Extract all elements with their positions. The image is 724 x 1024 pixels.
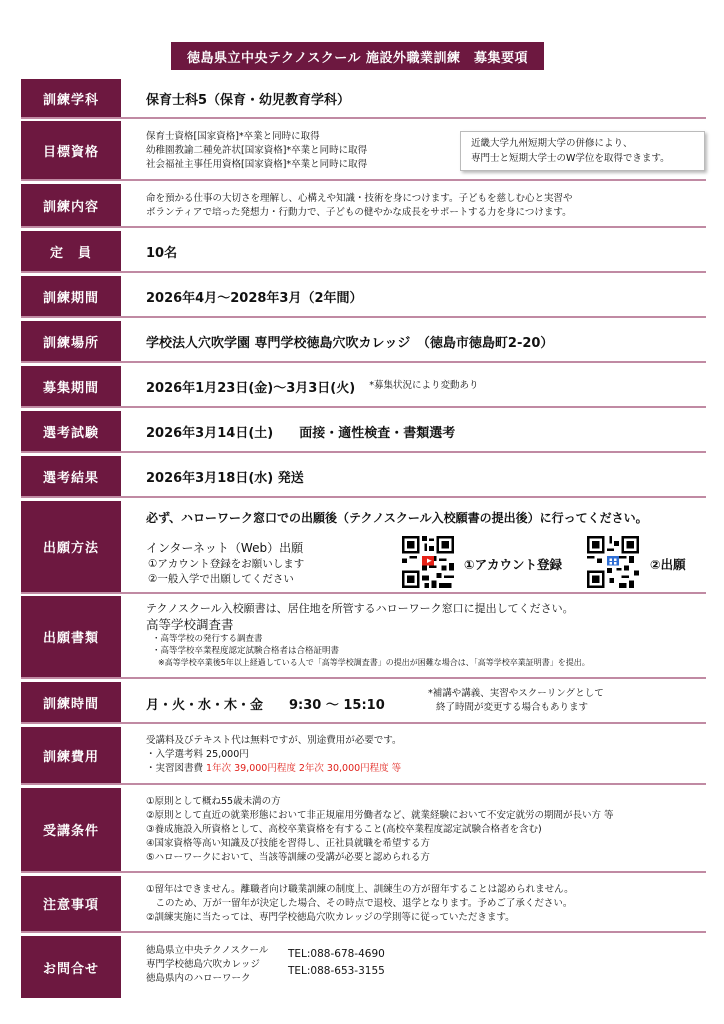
docs-line: テクノスクール入校願書は、居住地を所管するハローワーク窓口に提出してください。 xyxy=(146,602,574,615)
condition-item: ④国家資格等高い知識及び技能を習得し、正社員就職を希望する方 xyxy=(146,838,431,849)
contact-org: 徳島県立中央テクノスクール xyxy=(146,945,269,956)
row-exam xyxy=(21,411,706,453)
fee-line: ・実習図書費 1年次 39,000円程度 2年次 30,000円程度 等 xyxy=(146,763,402,774)
row-course xyxy=(21,79,706,119)
row-label: 訓練時間 xyxy=(21,682,121,722)
row-conditions xyxy=(21,788,706,873)
row-label: 出願方法 xyxy=(21,501,121,592)
contact-tel[interactable]: TEL:088-653-3155 xyxy=(288,965,385,977)
row-label: 出願書類 xyxy=(21,596,121,677)
account-qr-code[interactable] xyxy=(402,536,454,588)
row-recruit xyxy=(21,366,706,408)
row-label: 訓練費用 xyxy=(21,727,121,783)
web-apply-step: ②一般入学で出願してください xyxy=(148,573,294,585)
place-value: 学校法人穴吹学園 専門学校徳島穴吹カレッジ （徳島市徳島町2-20） xyxy=(146,335,554,351)
web-apply-step: ①アカウント登録をお願いします xyxy=(148,558,305,570)
hours-value: 月・火・水・木・金 9:30 ～ 15:10 xyxy=(146,698,385,713)
condition-item: ②原則として直近の就業形態において非正規雇用労働者など、就業経験において不安定就労の期間が長い方 等 xyxy=(146,810,614,821)
row-result xyxy=(21,456,706,498)
row-label: 目標資格 xyxy=(21,121,121,179)
contact-org: 徳島県内のハローワーク xyxy=(146,973,251,984)
row-contact xyxy=(21,936,706,998)
row-label: 注意事項 xyxy=(21,876,121,931)
note-item: ①留年はできません。離職者向け職業訓練の制度上、訓練生の方が留年することは認められません。 xyxy=(146,884,574,895)
docs-item: ・高等学校卒業程度認定試験合格者は合格証明書 xyxy=(152,646,340,656)
row-fee xyxy=(21,727,706,785)
hours-note: *補講や講義、実習やスクーリングとして xyxy=(428,688,604,699)
row-notes xyxy=(21,876,706,933)
row-label: お問合せ xyxy=(21,936,121,998)
recruit-note: *募集状況により変動あり xyxy=(369,380,479,391)
row-label: 選考試験 xyxy=(21,411,121,451)
target-line: 保育士資格[国家資格]*卒業と同時に取得 xyxy=(146,131,320,142)
row-hours xyxy=(21,682,706,724)
row-label: 定 員 xyxy=(21,231,121,271)
web-apply-title: インターネット（Web）出願 xyxy=(146,541,304,555)
fee-line: ・入学選考料 25,000円 xyxy=(146,749,249,760)
row-label: 訓練内容 xyxy=(21,184,121,226)
fee-line: 受講料及びテキスト代は無料ですが、別途費用が必要です。 xyxy=(146,735,402,746)
row-label: 訓練場所 xyxy=(21,321,121,361)
row-target xyxy=(21,121,706,181)
recruit-value: 2026年1月23日(金)～3月3日(火) xyxy=(146,380,356,396)
exam-value: 2026年3月14日(土) 面接・適性検査・書類選考 xyxy=(146,425,456,441)
docs-item: ・高等学校の発行する調査書 xyxy=(152,634,263,644)
account-qr-label: ①アカウント登録 xyxy=(464,557,562,572)
contact-org: 専門学校徳島穴吹カレッジ xyxy=(146,959,260,970)
capacity-value: 10名 xyxy=(146,245,178,261)
docs-title: 高等学校調査書 xyxy=(146,617,234,632)
condition-item: ①原則として概ね55歳未満の方 xyxy=(146,796,281,807)
docs-note: ※高等学校卒業後5年以上経過している人で「高等学校調査書」の提出が困難な場合は、「高等学校卒業証明書」を提出。 xyxy=(158,658,590,667)
wdegree-note: 近畿大学九州短期大学の併修により、 専門士と短期大学士のW学位を取得できます。 xyxy=(460,131,705,171)
page-title: 徳島県立中央テクノスクール 施設外職業訓練 募集要項 xyxy=(171,42,544,70)
target-line: 社会福祉主事任用資格[国家資格]*卒業と同時に取得 xyxy=(146,159,368,170)
apply-headline: 必ず、ハローワーク窓口での出願後（テクノスクール入校願書の提出後）に行ってください。 xyxy=(146,511,648,525)
row-content xyxy=(21,184,706,228)
course-value: 保育士科5（保育・幼児教育学科） xyxy=(146,92,351,108)
row-capacity xyxy=(21,231,706,273)
row-label: 募集期間 xyxy=(21,366,121,406)
apply-qr-label: ②出願 xyxy=(650,557,686,572)
period-value: 2026年4月～2028年3月（2年間） xyxy=(146,290,363,306)
target-line: 幼稚園教諭二種免許状[国家資格]*卒業と同時に取得 xyxy=(146,145,368,156)
hours-note: 終了時間が変更する場合もあります xyxy=(436,702,589,713)
row-label: 受講条件 xyxy=(21,788,121,871)
result-value: 2026年3月18日(水) 発送 xyxy=(146,470,304,486)
condition-item: ⑤ハローワークにおいて、当該等訓練の受講が必要と認められる方 xyxy=(146,852,430,863)
row-label: 訓練期間 xyxy=(21,276,121,316)
content-line: 命を預かる仕事の大切さを理解し、心構えや知識・技術を身につけます。子どもを慈しむ心と実習や xyxy=(146,193,573,204)
note-item: ②訓練実施に当たっては、専門学校徳島穴吹カレッジの学則等に従っていただきます。 xyxy=(146,912,515,923)
row-apply xyxy=(21,501,706,594)
row-docs xyxy=(21,596,706,679)
note-item: このため、万が一留年が決定した場合、その時点で退校、退学となります。予めご了承ください。 xyxy=(146,898,573,909)
apply-qr-code[interactable] xyxy=(587,536,639,588)
row-place xyxy=(21,321,706,363)
row-label: 選考結果 xyxy=(21,456,121,496)
condition-item: ③養成施設入所資格として、高校卒業資格を有すること(高校卒業程度認定試験合格者を含む) xyxy=(146,824,542,835)
contact-tel[interactable]: TEL:088-678-4690 xyxy=(288,948,385,960)
fee-highlight: 1年次 39,000円程度 2年次 30,000円程度 等 xyxy=(206,763,402,774)
content-line: ボランティアで培った発想力・行動力で、子どもの健やかな成長をサポートする力を身につけます。 xyxy=(146,207,572,218)
row-period xyxy=(21,276,706,318)
row-label: 訓練学科 xyxy=(21,79,121,117)
